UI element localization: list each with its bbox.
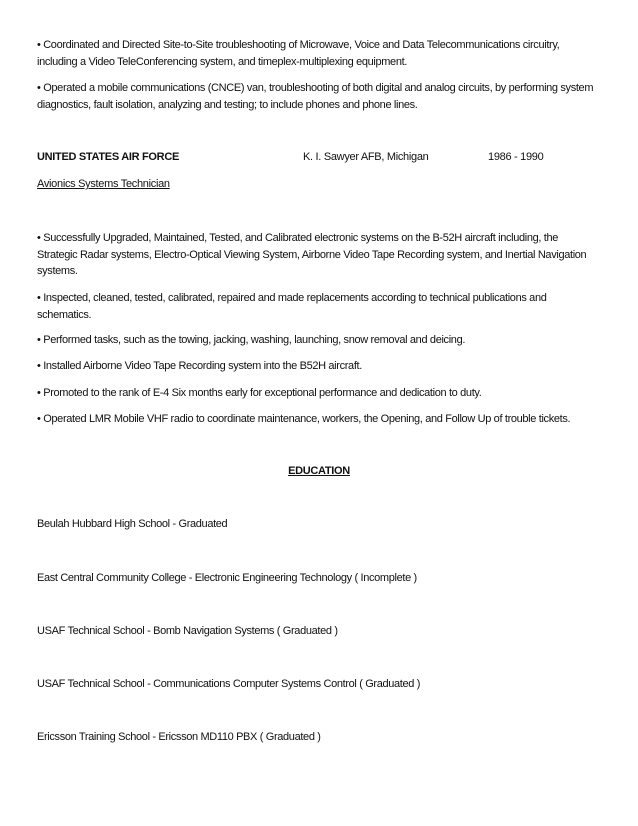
- job-title: Avionics Systems Technician: [37, 178, 170, 190]
- education-item: Ericsson Training School - Ericsson MD110 PBX ( Graduated ): [37, 731, 321, 743]
- employer-name: UNITED STATES AIR FORCE: [37, 151, 180, 163]
- bullet-telecom-troubleshooting: • Coordinated and Directed Site-to-Site troubleshooting of Microwave, Voice and Data Telecommunications circuitry, including a Video TeleConferencing system, and timeplex-multiplexing equipment.: [37, 39, 560, 68]
- bullet-inspected-repaired: • Inspected, cleaned, tested, calibrated, repaired and made replacements according to technical publications and schematics.: [37, 292, 547, 321]
- education-item: East Central Community College - Electronic Engineering Technology ( Incomplete ): [37, 572, 417, 584]
- bullet-b52h-systems: • Successfully Upgraded, Maintained, Tested, and Calibrated electronic systems on the B-52H aircraft including, the Strategic Radar systems, Electro-Optical Viewing System, Airborne Video Tape Recording system, and Inertial Navigation systems.: [37, 232, 587, 277]
- job-location: K. I. Sawyer AFB, Michigan: [303, 151, 429, 163]
- education-item: USAF Technical School - Communications Computer Systems Control ( Graduated ): [37, 678, 421, 690]
- education-item: Beulah Hubbard High School - Graduated: [37, 518, 228, 530]
- job-dates: 1986 - 1990: [488, 151, 544, 163]
- education-item: USAF Technical School - Bomb Navigation Systems ( Graduated ): [37, 625, 338, 637]
- education-heading: EDUCATION: [288, 465, 350, 477]
- job-header: [37, 151, 597, 167]
- bullet-mobile-communications: • Operated a mobile communications (CNCE) van, troubleshooting of both digital and analog circuits, by performing system diagnostics, fault isolation, analyzing and testing; to include phones and phone lines.: [37, 82, 594, 111]
- bullet-installed-recording: • Installed Airborne Video Tape Recording system into the B52H aircraft.: [37, 360, 362, 372]
- bullet-operated-lmr: • Operated LMR Mobile VHF radio to coordinate maintenance, workers, the Opening, and Follow Up of trouble tickets.: [37, 413, 571, 425]
- bullet-performed-tasks: • Performed tasks, such as the towing, jacking, washing, launching, snow removal and deicing.: [37, 334, 466, 346]
- bullet-promoted: • Promoted to the rank of E-4 Six months early for exceptional performance and dedication to duty.: [37, 387, 482, 399]
